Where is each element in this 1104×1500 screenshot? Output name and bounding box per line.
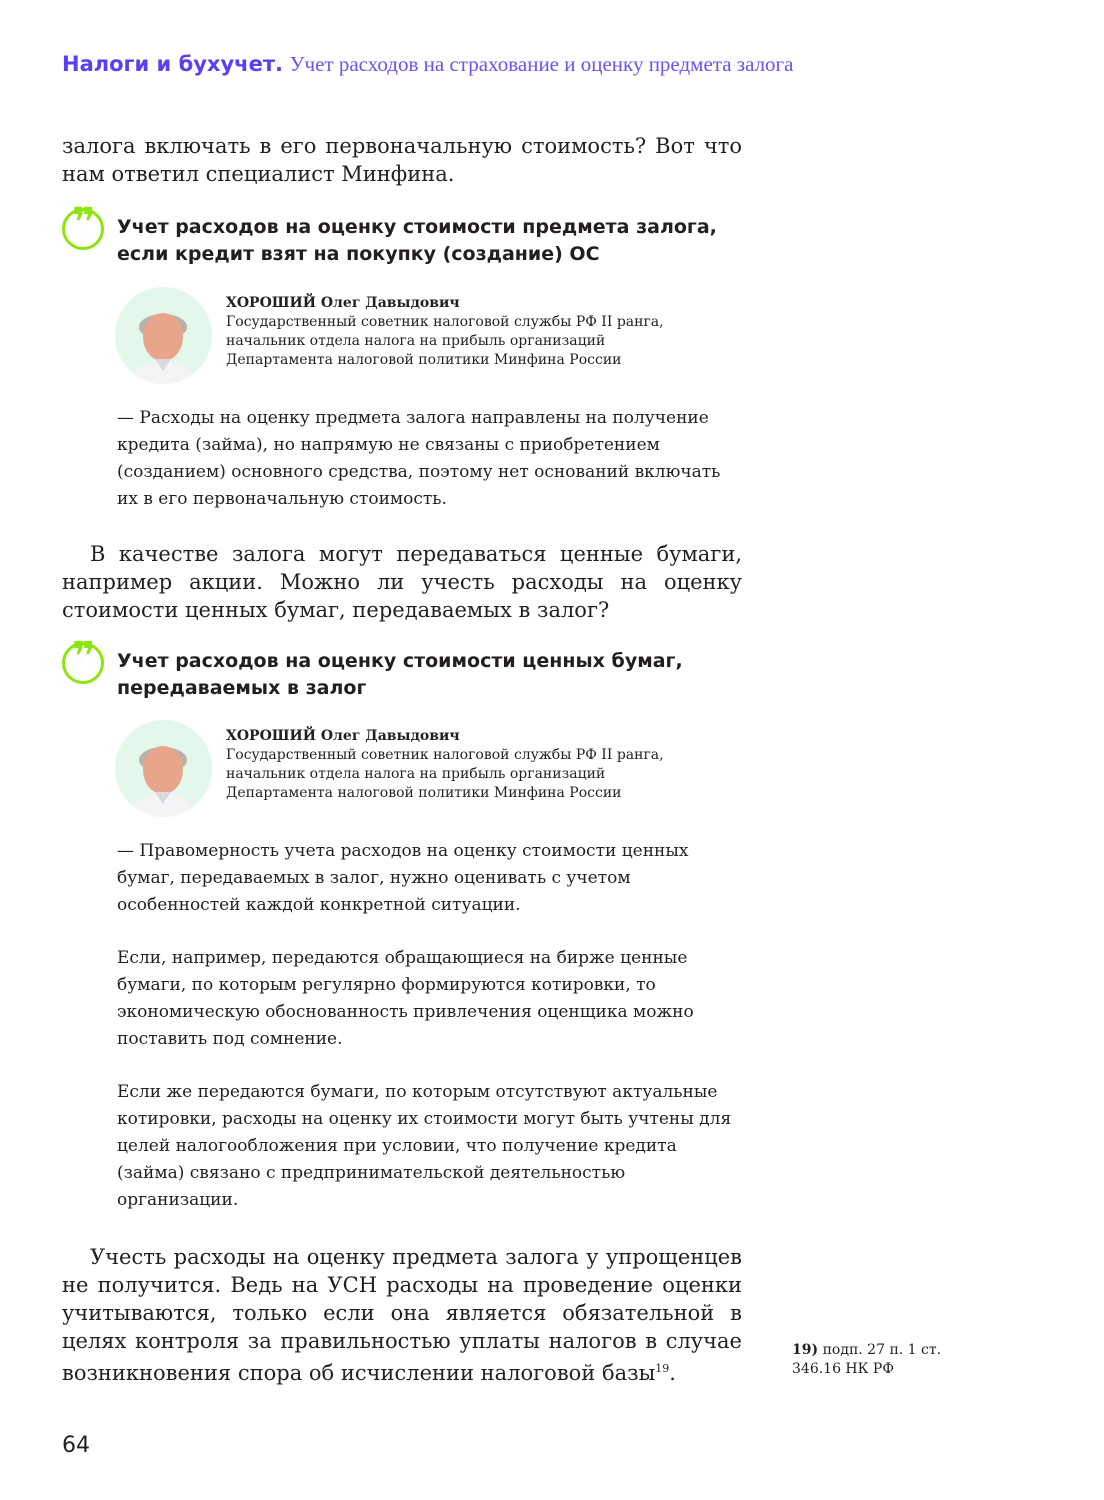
- expert-position: Государственный советник налоговой службы РФ II ранга,: [226, 747, 664, 763]
- expert-info: [226, 294, 686, 370]
- quote-answer: [117, 838, 737, 1240]
- expert-position: Государственный советник налоговой службы РФ II ранга,: [226, 314, 664, 330]
- final-text: Учесть расходы на оценку предмета залога у упрощенцев не получится. Ведь на УСН расходы на проведение оценки учитываются, только если она является обязательной в целях контроля за правильностью уплаты налогов в случае возникновения спора об исчислении налоговой базы: [62, 1245, 742, 1385]
- quote-title: Учет расходов на оценку стоимости ценных бумаг, передаваемых в залог: [117, 650, 683, 699]
- answer-paragraph: — Правомерность учета расходов на оценку стоимости ценных бумаг, передаваемых в залог, нужно оценивать с учетом особенностей каждой конкретной ситуации.: [117, 841, 689, 915]
- header-title: Учет расходов на страхование и оценку предмета залога: [289, 52, 794, 76]
- avatar: [115, 720, 212, 817]
- expert-info: [226, 727, 686, 803]
- quote-answer: [117, 405, 737, 539]
- page-number: 64: [62, 1433, 90, 1458]
- quote-mark-icon: ❞: [62, 642, 104, 684]
- answer-paragraph: Если же передаются бумаги, по которым отсутствуют актуальные котировки, расходы на оценку их стоимости могут быть учтены для целей налогообложения при условии, что получение кредита (займа) связано с предпринимательской деятельностью организации.: [117, 1082, 732, 1210]
- final-paragraph: [62, 1243, 742, 1387]
- footnote-text: подп. 27 п. 1 ст. 346.16 НК РФ: [792, 1342, 942, 1377]
- middle-paragraph: В качестве залога могут передаваться ценные бумаги, например акции. Можно ли учесть расходы на оценку стоимости ценных бумаг, передаваемых в залог?: [62, 542, 742, 622]
- quote-title: Учет расходов на оценку стоимости предмета залога, если кредит взят на покупку (создание) ОС: [117, 216, 717, 265]
- expert-name: ХОРОШИЙ Олег Давыдович: [226, 728, 460, 744]
- expert-position: начальник отдела налога на прибыль организаций: [226, 333, 606, 349]
- footnote-number: 19): [792, 1342, 819, 1358]
- expert-position: начальник отдела налога на прибыль организаций: [226, 766, 606, 782]
- header-section: Налоги и бухучет.: [62, 52, 283, 76]
- quote-mark-icon: ❞: [62, 208, 104, 250]
- final-period: .: [669, 1361, 676, 1385]
- answer-paragraph: Если, например, передаются обращающиеся на бирже ценные бумаги, по которым регулярно формируются котировки, то экономическую обоснованность привлечения оценщика можно поставить под сомнение.: [117, 948, 694, 1049]
- intro-paragraph: залога включать в его первоначальную стоимость? Вот что нам ответил специалист Минфина.: [62, 134, 742, 186]
- answer-paragraph: — Расходы на оценку предмета залога направлены на получение кредита (займа), но напрямую не связаны с приобретением (созданием) основного средства, поэтому нет оснований включать их в его первоначальную стоимость.: [117, 408, 721, 509]
- expert-portrait-icon: [115, 287, 212, 384]
- expert-position: Департамента налоговой политики Минфина России: [226, 785, 622, 801]
- avatar: [115, 287, 212, 384]
- footnote-ref: 19: [655, 1362, 670, 1375]
- expert-portrait-icon: [115, 720, 212, 817]
- footnote: [792, 1341, 992, 1379]
- expert-name: ХОРОШИЙ Олег Давыдович: [226, 295, 460, 311]
- expert-position: Департамента налоговой политики Минфина России: [226, 352, 622, 368]
- running-header: [62, 52, 794, 77]
